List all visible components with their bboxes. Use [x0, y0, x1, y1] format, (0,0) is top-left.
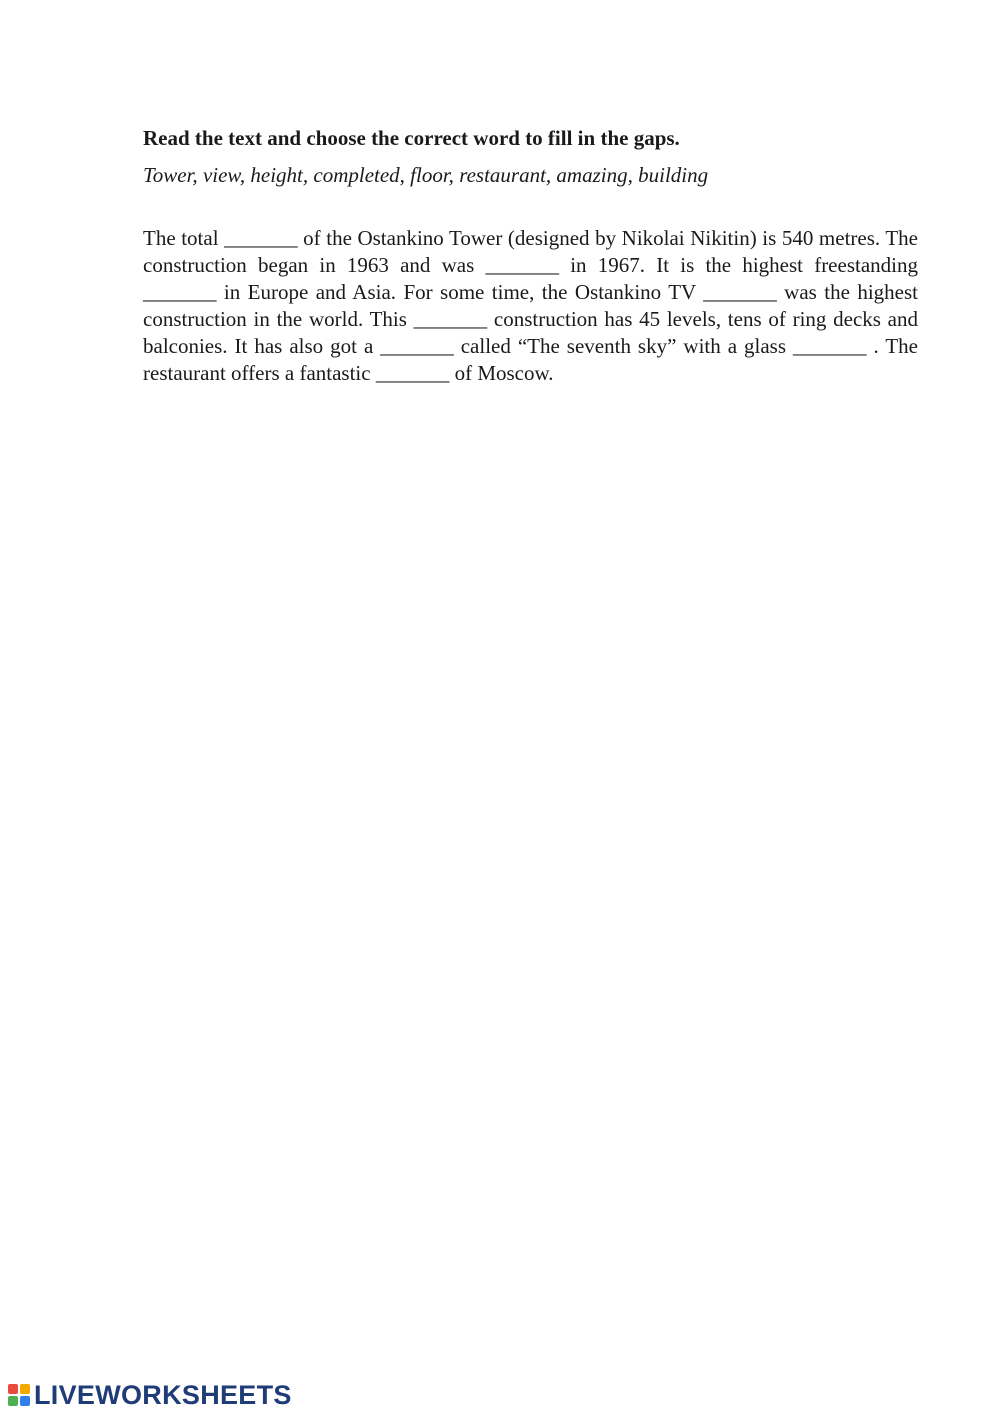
word-bank-item: completed, — [313, 163, 405, 187]
word-bank-item: amazing, — [556, 163, 633, 187]
gap-blank-1[interactable]: _______ — [224, 226, 298, 250]
word-bank-item: Tower, — [143, 163, 198, 187]
passage-text: The total — [143, 226, 225, 250]
word-bank-item: height, — [250, 163, 309, 187]
passage-text: construction has 45 levels, tens of ring decks and balconies. It has also got a — [143, 307, 918, 358]
word-bank — [143, 162, 918, 189]
passage-text: of the Ostankino Tower (designed by Nikolai Nikitin) is 540 metres. The construction began in 1963 and was — [143, 226, 918, 277]
word-bank-item: floor, — [410, 163, 454, 187]
word-bank-item: building — [638, 163, 709, 187]
gap-blank-4[interactable]: _______ — [703, 280, 777, 304]
gap-blank-3[interactable]: _______ — [143, 280, 217, 304]
passage-text: in Europe and Asia. For some time, the Ostankino TV — [216, 280, 704, 304]
gap-fill-passage — [143, 225, 918, 387]
passage-text: of Moscow. — [449, 361, 554, 385]
logo-square-icon — [20, 1396, 30, 1406]
passage-text: called “The seventh sky” with a glass — [453, 334, 793, 358]
liveworksheets-logo — [8, 1380, 292, 1410]
gap-blank-6[interactable]: _______ — [380, 334, 454, 358]
word-bank-item: restaurant, — [459, 163, 552, 187]
logo-mark-icon — [8, 1384, 30, 1406]
passage-text: was the highest construction in the world. This — [143, 280, 918, 331]
word-bank-item: view, — [202, 163, 246, 187]
gap-blank-2[interactable]: _______ — [485, 253, 560, 277]
instruction-heading: Read the text and choose the correct word to fill in the gaps. — [143, 126, 680, 150]
gap-blank-5[interactable]: _______ — [413, 307, 488, 331]
logo-square-icon — [8, 1396, 18, 1406]
worksheet-body — [143, 124, 918, 387]
gap-blank-7[interactable]: _______ — [793, 334, 867, 358]
logo-square-icon — [8, 1384, 18, 1394]
passage-text: in 1967. It is the highest freestanding — [559, 253, 918, 277]
passage-text: . The restaurant offers a fantastic — [143, 334, 918, 385]
logo-wordmark: LIVEWORKSHEETS — [34, 1380, 292, 1410]
gap-blank-8[interactable]: _______ — [375, 361, 450, 385]
logo-square-icon — [20, 1384, 30, 1394]
